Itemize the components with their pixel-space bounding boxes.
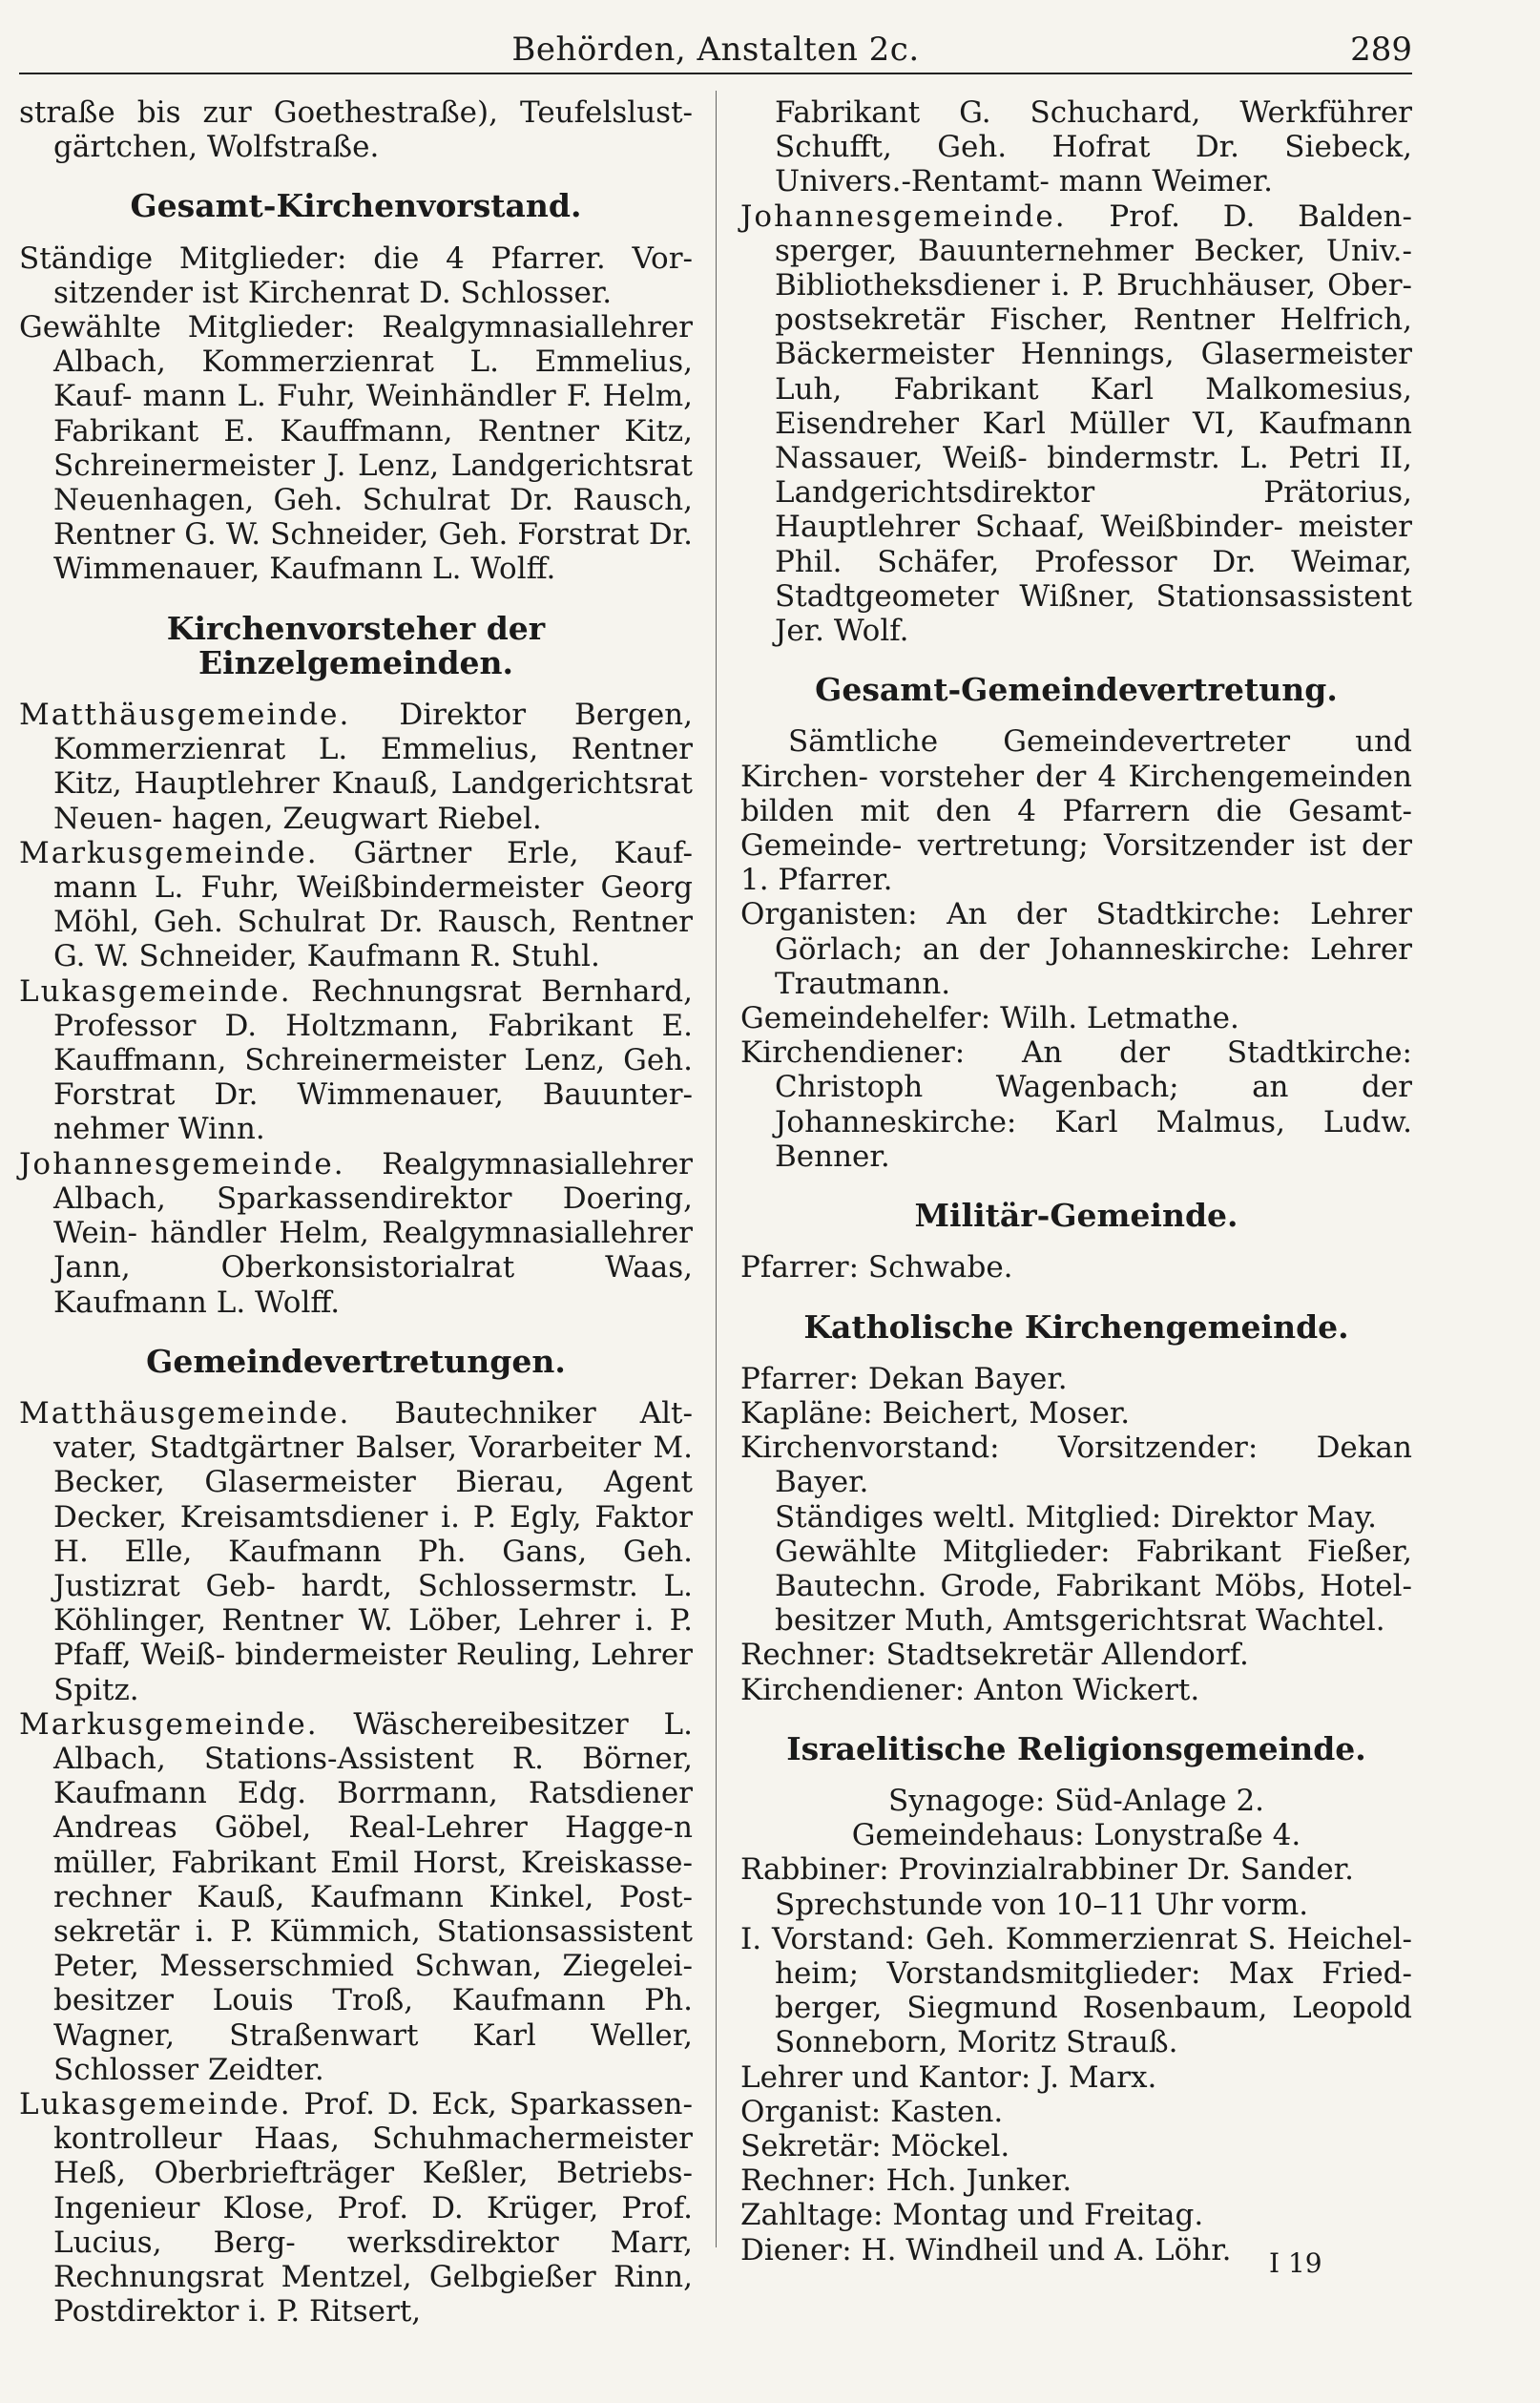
parish-members: Gärtner Erle, Kauf- mann L. Fuhr, Weißbindermeister Georg Möhl, Geh. Schulrat Dr. Rausch, Rentner G. W. Schneider, Kaufmann R. Stuhl. xyxy=(53,835,693,974)
isr-rechner: Rechner: Hch. Junker. xyxy=(740,2163,1072,2199)
isr-zahltage: Zahltage: Montag und Freitag. xyxy=(740,2198,1204,2233)
column-divider xyxy=(716,91,717,2247)
vertretung-markus xyxy=(19,1707,693,2087)
isr-sekretaer: Sekretär: Möckel. xyxy=(740,2128,1010,2163)
parish-members: Wäschereibesitzer L. Albach, Stations-Assistent R. Börner, Kaufmann Edg. Borrmann, Ratsdiener Andreas Göbel, Real-Lehrer Hagge-n müller, Fabrikant Emil Horst, Kreiskasse- rechner Kauß, Kaufmann Kinkel, Post- sekretär i. P. Kümmich, Stationsassistent Peter, Messerschmied Schwan, Ziegelei- besitzer Louis Troß, Kaufmann Ph. Wagner, Straßenwart Karl Weller, Schlosser Zeidter. xyxy=(53,1706,693,2087)
kath-gewaehlte-mitglieder: Gewählte Mitglieder: Fabrikant Fießer, Bautechn. Grode, Fabrikant Möbs, Hotel- besitzer Muth, Amtsgerichtsrat Wachtel. xyxy=(775,1534,1412,1639)
page-number: 289 xyxy=(1350,31,1412,69)
heading-gemeindevertretungen: Gemeindevertretungen. xyxy=(146,1342,566,1380)
heading-katholische-kirchengemeinde: Katholische Kirchengemeinde. xyxy=(803,1307,1349,1346)
isr-diener: Diener: H. Windheil und A. Löhr. xyxy=(740,2232,1232,2267)
kath-kirchenvorstand: Kirchenvorstand: Vorsitzender: Dekan Bayer. xyxy=(740,1431,1412,1500)
header-rule xyxy=(19,73,1412,74)
running-title: Behörden, Anstalten 2c. xyxy=(511,31,920,69)
parish-members: Direktor Bergen, Kommerzienrat L. Emmelius, Rentner Kitz, Hauptlehrer Knauß, Landgerichtsrat Neuen- hagen, Zeugwart Riebel. xyxy=(53,698,693,836)
gesamt-staendige-mitglieder: Ständige Mitglieder: die 4 Pfarrer. Vor- sitzender ist Kirchenrat D. Schlosser. xyxy=(19,240,693,310)
isr-lehrer-kantor: Lehrer und Kantor: J. Marx. xyxy=(740,2059,1157,2095)
isr-rabbiner: Rabbiner: Provinzialrabbiner Dr. Sander. xyxy=(740,1852,1354,1888)
right-column xyxy=(740,95,1412,2267)
heading-gesamt-gemeindevertretung: Gesamt-Gemeindevertretung. xyxy=(815,671,1338,709)
organisten: Organisten: An der Stadtkirche: Lehrer Görlach; an der Johanneskirche: Lehrer Trautmann. xyxy=(740,897,1412,1001)
vorsteher-matthaeus xyxy=(19,698,693,836)
intro-text: straße bis zur Goethestraße), Teufelslust- gärtchen, Wolfstraße. xyxy=(19,95,693,165)
left-column xyxy=(19,95,693,2329)
parish-name: Markusgemeinde. xyxy=(19,1706,319,1742)
parish-name: Lukasgemeinde. xyxy=(19,2086,292,2121)
sheet-signature: I 19 xyxy=(1269,2247,1322,2279)
vorsteher-markus xyxy=(19,836,693,974)
gemeindehelfer: Gemeindehelfer: Wilh. Letmathe. xyxy=(740,1001,1239,1036)
kath-kirchendiener: Kirchendiener: Anton Wickert. xyxy=(740,1672,1200,1707)
parish-name: Matthäusgemeinde. xyxy=(19,698,351,733)
heading-kirchenvorsteher: Kirchenvorsteher der Einzelgemeinden. xyxy=(166,609,546,681)
vertretung-lukas-continued: Fabrikant G. Schuchard, Werkführer Schufft, Geh. Hofrat Dr. Siebeck, Univers.-Rentamt- mann Weimer. xyxy=(775,95,1412,199)
parish-name: Lukasgemeinde. xyxy=(19,973,292,1009)
parish-members: Prof. D. Balden- sperger, Bauunternehmer Becker, Univ.- Bibliotheksdiener i. P. Bruchhäuser, Ober- postsekretär Fischer, Rentner Helfrich, Bäckermeister Hennings, Glasermeister Luh, Fabrikant Karl Malkomesius, Eisendreher Karl Müller VI, Kaufmann Nassauer, Weiß- bindermstr. L. Petri II, Landgerichtsdirektor Prätorius, Hauptlehrer Schaaf, Weißbinder- meister Phil. Schäfer, Professor Dr. Weimar, Stadtgeometer Wißner, Stationsassistent Jer. Wolf. xyxy=(775,199,1412,649)
vertretung-johannes xyxy=(740,199,1412,649)
gesamt-gewaehlte-mitglieder: Gewählte Mitglieder: Realgymnasiallehrer Albach, Kommerzienrat L. Emmelius, Kauf- mann L. Fuhr, Weinhändler F. Helm, Fabrikant E. Kauffmann, Rentner Kitz, Schreinermeister J. Lenz, Landgerichtsrat Neuenhagen, Geh. Schulrat Dr. Rausch, Rentner G. W. Schneider, Geh. Forstrat Dr. Wimmenauer, Kaufmann L. Wolff. xyxy=(19,310,693,587)
kath-kaplaene: Kapläne: Beichert, Moser. xyxy=(740,1395,1131,1431)
vorsteher-johannes xyxy=(19,1147,693,1320)
heading-israelitische-religionsgemeinde: Israelitische Religionsgemeinde. xyxy=(786,1729,1366,1767)
parish-members: Rechnungsrat Bernhard, Professor D. Holtzmann, Fabrikant E. Kauffmann, Schreinermeister Lenz, Geh. Forstrat Dr. Wimmenauer, Bauunter- nehmer Winn. xyxy=(53,973,693,1147)
parish-members: Realgymnasiallehrer Albach, Sparkassendirektor Doering, Wein- händler Helm, Realgymnasiallehrer Jann, Oberkonsistorialrat Waas, Kaufmann L. Wolff. xyxy=(53,1146,693,1320)
vorsteher-lukas xyxy=(19,974,693,1147)
parish-name: Johannesgemeinde. xyxy=(740,199,1067,234)
vertretung-matthaeus xyxy=(19,1396,693,1707)
isr-vorstand: I. Vorstand: Geh. Kommerzienrat S. Heichel- heim; Vorstandsmitglieder: Max Fried- berger, Siegmund Rosenbaum, Leopold Sonneborn, Moritz Strauß. xyxy=(740,1921,1412,2060)
parish-name: Markusgemeinde. xyxy=(19,835,319,870)
isr-synagoge: Synagoge: Süd-Anlage 2. xyxy=(887,1783,1265,1818)
parish-name: Johannesgemeinde. xyxy=(19,1146,345,1181)
parish-members: Prof. D. Eck, Sparkassen- kontrolleur Haas, Schuhmachermeister Heß, Oberbriefträger Keßler, Betriebs-Ingenieur Klose, Prof. D. Krüger, Prof. Lucius, Berg- werksdirektor Marr, Rechnungsrat Mentzel, Gelbgießer Rinn, Postdirektor i. P. Ritsert, xyxy=(53,2086,693,2330)
gesamt-gv-description: Sämtliche Gemeindevertreter und Kirchen- vorsteher der 4 Kirchengemeinden bilden mit den 4 Pfarrern die Gesamt-Gemeinde- vertretung; Vorsitzender ist der 1. Pfarrer. xyxy=(740,724,1412,898)
isr-sprechstunde: Sprechstunde von 10–11 Uhr vorm. xyxy=(775,1887,1309,1922)
kath-staendiges-mitglied: Ständiges weltl. Mitglied: Direktor May. xyxy=(775,1499,1377,1535)
kirchendiener: Kirchendiener: An der Stadtkirche: Christoph Wagenbach; an der Johanneskirche: Karl Malmus, Ludw. Benner. xyxy=(740,1035,1412,1174)
isr-organist: Organist: Kasten. xyxy=(740,2094,1004,2129)
kath-pfarrer: Pfarrer: Dekan Bayer. xyxy=(740,1361,1068,1396)
heading-militaer-gemeinde: Militär-Gemeinde. xyxy=(914,1197,1238,1235)
parish-name: Matthäusgemeinde. xyxy=(19,1395,351,1431)
vertretung-lukas xyxy=(19,2087,693,2329)
militaer-pfarrer: Pfarrer: Schwabe. xyxy=(740,1250,1013,1285)
page-header xyxy=(19,29,1412,76)
heading-gesamt-kirchenvorstand: Gesamt-Kirchenvorstand. xyxy=(130,187,582,225)
kath-rechner: Rechner: Stadtsekretär Allendorf. xyxy=(740,1638,1249,1673)
parish-members: Bautechniker Alt- vater, Stadtgärtner Balser, Vorarbeiter M. Becker, Glasermeister Bierau, Agent Decker, Kreisamtsdiener i. P. Egly, Faktor H. Elle, Kaufmann Ph. Gans, Geh. Justizrat Geb- hardt, Schlossermstr. L. Köhlinger, Rentner W. Löber, Lehrer i. P. Pfaff, Weiß- bindermeister Reuling, Lehrer Spitz. xyxy=(53,1395,693,1707)
isr-gemeindehaus: Gemeindehaus: Lonystraße 4. xyxy=(851,1818,1301,1853)
